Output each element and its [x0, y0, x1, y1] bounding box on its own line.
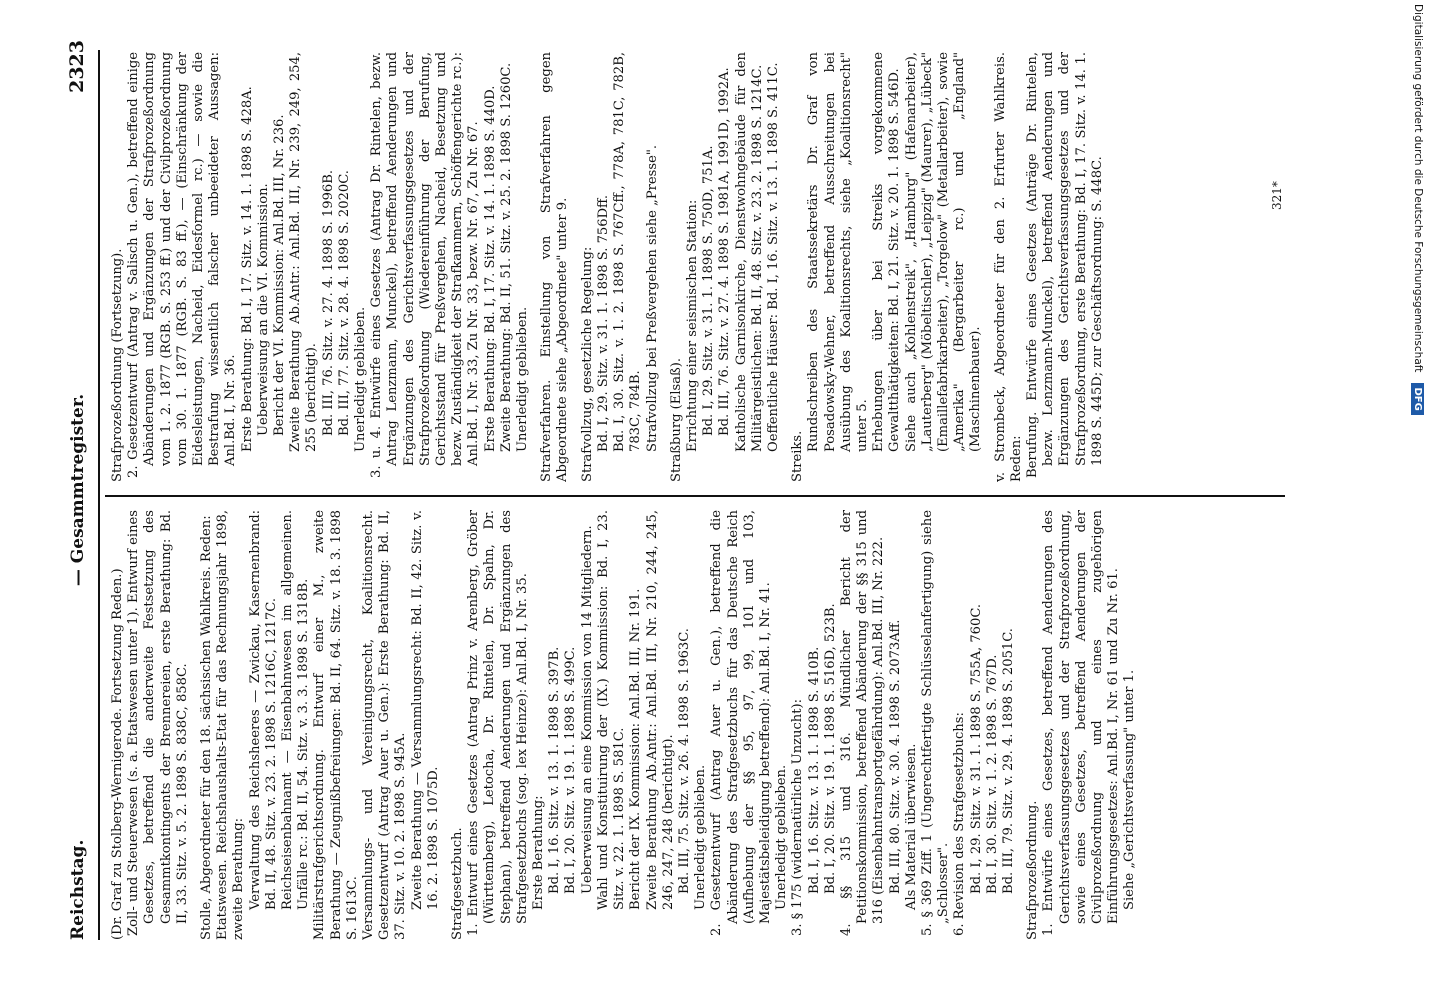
index-entry: Siehe auch „Kohlenstreik", „Hamburg" (Hafenarbeiter), „Lauterberg" (Möbeltischler), „Leipzig" (Maurer), „Lübeck" (Emaillefabrikarbeiter), „Torgelow" (Metallarbeiter), sowie „Amerika" (Bergarbeiter rc.) und „England" (Maschinenbauer).	[903, 52, 984, 452]
entry-spacer	[985, 52, 993, 482]
entry-spacer	[661, 52, 669, 482]
index-entry: Unerledigt geblieben.	[774, 764, 790, 910]
index-entry: Siehe „Gerichtsverfassung" unter 1.	[1122, 669, 1138, 910]
entry-spacer	[531, 52, 539, 482]
index-entry: Bd. I, 29. Sitz. v. 31. 1. 1898 S. 756Dff.	[595, 194, 611, 452]
index-entry: Strafprozeßordnung (Fortsetzung).	[110, 248, 125, 482]
index-entry: Berufung. Entwürfe eines Gesetzes (Anträge Dr. Rintelen, bezw. Lenzmann-Munckel), betreffend Aenderungen und Ergänzungen des Gerichtsverfassungsgesetzes und der Strafprozeßordnung, erste Berathung: Bd. I, 17. Sitz. v. 14. 1. 1898 S. 445D; zur Geschäftsordnung: S. 448C.	[1024, 52, 1105, 478]
index-entry: Bd. I, 16. Sitz. v. 13. 1. 1898 S. 410B.	[806, 646, 822, 894]
index-entry: Strafvollzug bei Preßvergehen siehe „Presse".	[644, 144, 660, 452]
entry-spacer	[1017, 510, 1025, 940]
left-column	[110, 510, 1260, 940]
index-entry: Stolle, Abgeordneter für den 18. sächsischen Wahlkreis. Reden:	[199, 515, 215, 940]
entry-spacer	[191, 510, 199, 940]
index-entry: Erhebungen über bei Streiks vorgekommene Gewaltthätigkeiten: Bd. I, 21. Sitz. v. 20. 1. 1898 S. 546D.	[871, 52, 903, 452]
index-entry: Katholische Garnisonkirche, Dienstwohngebäude für den Militärgeistlichen: Bd. II, 48. Sitz. v. 23. 2. 1898 S. 1214C.	[733, 52, 765, 452]
index-entry: Bd. I, 16. Sitz. v. 13. 1. 1898 S. 397B.	[547, 646, 563, 894]
index-entry: 1. Entwurf eines Gesetzes (Antrag Prinz v. Arenberg, Gröber (Württemberg), Letocha, Dr. Rintelen, Dr. Spahn, Dr. Stephan), betreffend Aenderungen und Ergänzungen des Strafgesetzbuchs (sog. lex Heinze): Anl.Bd. I, Nr. 35.	[466, 510, 530, 936]
signature-mark: 321*	[1270, 181, 1284, 210]
index-entry: Erste Berathung: Bd. I, 17. Sitz. v. 14. 1. 1898 S. 428A.	[239, 86, 255, 452]
index-entry: Wahl und Konstituirung der (IX.) Kommission: Bd. I, 23. Sitz. v. 22. 1. 1898 S. 581C.	[595, 510, 628, 910]
index-entry: Bd. III, 79. Sitz. v. 29. 4. 1898 S. 2051C.	[1000, 628, 1016, 894]
index-entry: Unerledigt geblieben.	[353, 306, 369, 452]
index-entry: Bd. III, 77. Sitz. v. 28. 4. 1898 S. 2020C.	[336, 170, 352, 436]
index-entry: Militärstrafgerichtsordnung. Entwurf einer M., zweite Berathung — Zeugnißbefreiungen: Bd. II, 64. Sitz. v. 18. 3. 1898 S. 1613C.	[312, 510, 360, 940]
index-entry: (Dr. Graf zu Stolberg-Wernigerode. Fortsetzung Reden.)	[110, 568, 125, 940]
index-entry: Zoll- und Steuerwesen (s. a. Etatswesen unter 1). Entwurf eines Gesetzes, betreffend die anderweite Festsetzung des Gesammtkontingents der Brennereien, erste Berathung: Bd. II, 33. Sitz. v. 5. 2. 1898 S. 838C, 858C.	[126, 510, 190, 936]
header-left: Reichstag.	[68, 839, 88, 940]
index-entry: Unerledigt geblieben.	[515, 306, 531, 452]
entry-spacer	[782, 52, 790, 482]
index-entry: Bd. I, 20. Sitz. v. 19. 1. 1898 S. 516D, 523B.	[822, 603, 838, 894]
running-header	[60, 40, 100, 940]
index-entry: Erste Berathung: Bd. I, 17. Sitz. v. 14. 1. 1898 S. 440D.	[482, 85, 498, 452]
index-entry: Erste Berathung:	[531, 795, 547, 910]
index-entry: v. Strombeck, Abgeordneter für den 2. Erfurter Wahlkreis. Reden:	[992, 52, 1024, 482]
digitization-credit: Digitalisierung gefördert durch die Deutsche Forschungsgemeinschaft	[1412, 4, 1424, 373]
entry-spacer	[572, 52, 580, 482]
index-entry: Bd. III, 76. Sitz. v. 27. 4. 1898 S. 1981A, 1991D, 1992A.	[717, 67, 733, 436]
index-entry: Strafvollzug, gesetzliche Regelung:	[579, 246, 595, 482]
index-entry: Bd. III, 80. Sitz. v. 30. 4. 1898 S. 2073Aff.	[887, 619, 903, 894]
index-entry: 3. u. 4. Entwürfe eines Gesetzes (Antrag Dr. Rintelen, bezw. Antrag Lenzmann, Munckel), betreffend Aenderungen und Ergänzungen des Gerichtsverfassungsgesetzes und der Strafprozeßordnung (Wiedereinführung der Berufung, Gerichtsstand für Preßvergehen, Nacheid, Besetzung und bezw. Zuständigkeit der Strafkammern, Schöffengerichte rc.): Anl.Bd. I, Nr. 33, Zu Nr. 33, bezw. Nr. 67, Zu Nr. 67.	[369, 52, 482, 478]
index-entry: 5. § 369 Ziff. 1 (Ungerechtfertigte Schlüsselanfertigung) siehe „Schlosser".	[919, 510, 952, 936]
index-entry: Etatswesen. Reichshaushalts-Etat für das Rechnungsjahr 1898, zweite Berathung:	[215, 510, 247, 940]
dfg-logo-badge: DFG	[1411, 383, 1424, 414]
index-entry: Als Material überwiesen.	[903, 743, 919, 910]
index-entry: Bd. III, 75. Sitz. v. 26. 4. 1898 S. 1963C.	[676, 628, 692, 894]
index-entry: 2. Gesetzentwurf (Antrag Auer u. Gen.), betreffend die Abänderung des Strafgesetzbuchs für das Deutsche Reich (Aufhebung der §§ 95, 97, 99, 101 und 103, Majestätsbeleidigung betreffend): Anl.Bd. I, Nr. 41.	[709, 510, 773, 936]
index-entry: Bericht der IX. Kommission: Anl.Bd. III, Nr. 191.	[628, 588, 644, 910]
right-column	[110, 52, 1260, 482]
index-entry: 6. Revision des Strafgesetzbuchs:	[952, 712, 968, 936]
column-divider	[105, 495, 1285, 497]
index-entry: Strafverfahren. Einstellung von Strafverfahren gegen Abgeordnete siehe „Abgeordnete" unter 9.	[539, 52, 571, 482]
index-entry: Ueberweisung an die VI. Kommission.	[255, 183, 271, 436]
index-entry: Unerledigt geblieben.	[693, 764, 709, 910]
index-entry: Zweite Berathung: Bd. II, 51. Sitz. v. 25. 2. 1898 S. 1260C.	[498, 62, 514, 452]
index-entry: Verwaltung des Reichsheeres — Zwickau, Kasernenbrand: Bd. II, 48. Sitz. v. 23. 2. 1898 S. 1216C, 1217C.	[247, 510, 279, 910]
entry-spacer	[442, 510, 450, 940]
index-entry: 3. § 175 (widernatürliche Unzucht):	[790, 698, 806, 936]
index-entry: Zweite Berathung — Versammlungsrecht: Bd. II, 42. Sitz. v. 16. 2. 1898 S. 1075D.	[409, 510, 441, 910]
index-entry: Bd. I, 20. Sitz. v. 19. 1. 1898 S. 499C.	[563, 646, 579, 894]
index-entry: 4. §§ 315 und 316. Mündlicher Bericht der Petitionskommission, betreffend Abänderung der §§ 315 und 316 (Eisenbahntransportgefährdung): Anl.Bd. III, Nr. 222.	[838, 510, 887, 936]
index-entry: Reichseisenbahnamt — Eisenbahnwesen im allgemeinen. Unfälle rc.: Bd. II, 54. Sitz. v. 3. 3. 1898 S. 1318B.	[280, 510, 312, 910]
index-entry: Strafprozeßordnung.	[1025, 800, 1041, 940]
index-entry: Ueberweisung an eine Kommission von 14 Mitgliedern.	[579, 525, 595, 894]
header-rule	[98, 50, 100, 940]
index-entry: Strafgesetzbuch.	[450, 827, 466, 940]
index-entry: Versammlungs- und Vereinigungsrecht, Koalitionsrecht. Gesetzentwurf (Antrag Auer u. Gen.): Erste Berathung: Bd. II, 37. Sitz. v. 10. 2. 1898 S. 945A.	[361, 510, 409, 940]
page-number: 2323	[66, 40, 88, 93]
index-entry: Bd. III, 76. Sitz. v. 27. 4. 1898 S. 1996B.	[320, 169, 336, 436]
index-entry: Zweite Berathung Ab.Antr.: Anl.Bd. III, Nr. 239, 249, 254, 255 (berichtigt).	[288, 52, 320, 452]
index-entry: Streiks.	[790, 430, 806, 482]
index-entry: Bd. I, 30. Sitz. v. 1. 2. 1898 S. 767Cff., 778A, 781C, 782B, 783C, 784B.	[612, 52, 644, 452]
index-entry: Errichtung einer seismischen Station:	[684, 199, 700, 452]
index-entry: Oeffentliche Häuser: Bd. I, 16. Sitz. v. 13. 1. 1898 S. 411C.	[765, 62, 781, 452]
index-entry: Bd. I, 29. Sitz. v. 31. 1. 1898 S. 755A, 760C.	[968, 603, 984, 894]
index-entry: Zweite Berathung Ab.Antr.: Anl.Bd. III, Nr. 210, 244, 245, 246, 247, 248 (berichtigt).	[644, 510, 676, 910]
index-entry: Bd. I, 29. Sitz. v. 31. 1. 1898 S. 750D, 751A.	[701, 145, 717, 436]
index-entry: Bericht der VI. Kommission: Anl.Bd. III, Nr. 236.	[272, 114, 288, 436]
index-entry: Straßburg (Elsaß).	[668, 357, 684, 482]
index-entry: Bd. I, 30. Sitz. v. 1. 2. 1898 S. 767D.	[984, 654, 1000, 894]
index-entry: 1. Entwürfe eines Gesetzes, betreffend Aenderungen des Gerichtsverfassungsgesetzes und der Strafprozeßordnung, sowie eines Gesetzes, betreffend Aenderungen der Civilprozeßordnung und eines zugehörigen Einführungsgesetzes: Anl.Bd. I, Nr. 61 und Zu Nr. 61.	[1041, 510, 1122, 936]
header-center: — Gesammtregister.	[68, 393, 88, 587]
side-credit-strip	[1404, 4, 1430, 994]
index-entry: 2. Gesetzentwurf (Antrag v. Salisch u. Gen.), betreffend einige Abänderungen und Ergänzungen der Strafprozeßordnung vom 1. 2. 1877 (RGB. S. 253 ff.) und der Civilprozeßordnung vom 30. 1. 1877 (RGB. S. 83 ff.), — (Einschränkung der Eidesleistungen, Nacheid, Eidesformel rc.) — sowie die Bestrafung wissentlich falscher unbeeideter Aussagen: Anl.Bd. I, Nr. 36.	[126, 52, 239, 478]
index-entry: Rundschreiben des Staatssekretärs Dr. Graf von Posadowsky-Wehner, betreffend Ausschreitungen bei Ausübung des Koalitionsrechts, siehe „Koalitionsrecht" unter 5.	[806, 52, 870, 452]
